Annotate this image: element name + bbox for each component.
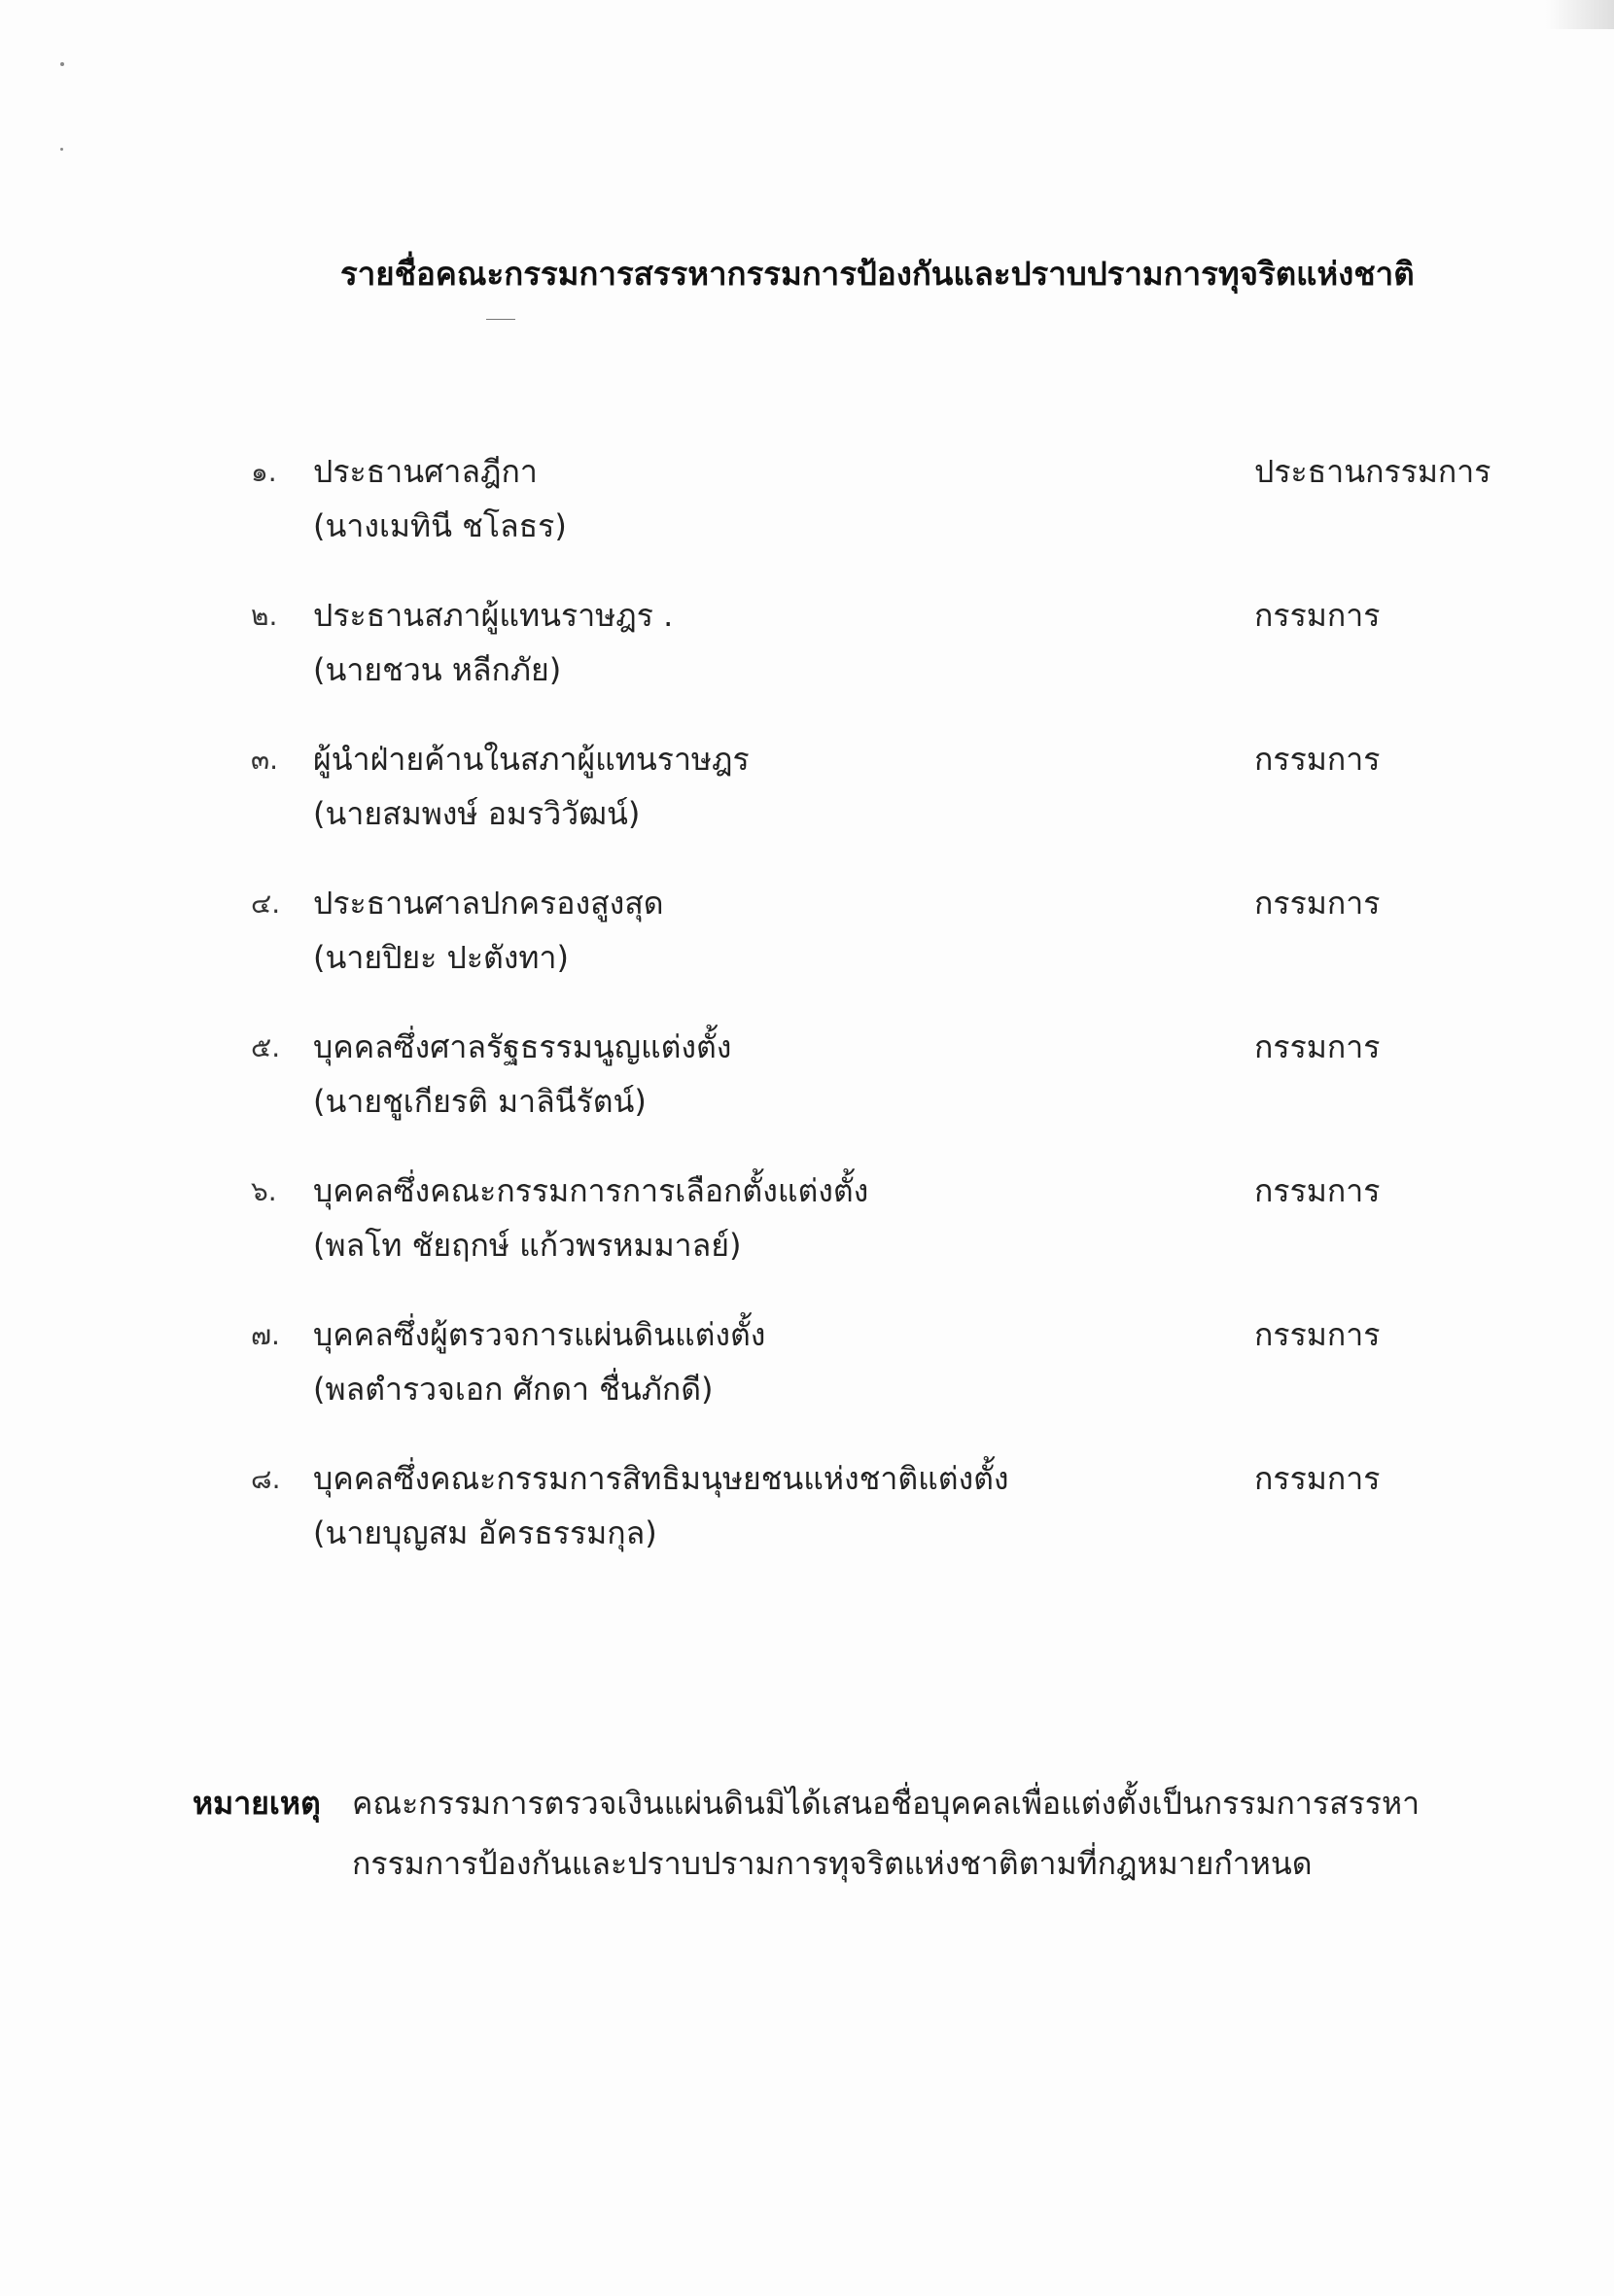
member-name: (นางเมทินี ชโลธร) (313, 507, 567, 544)
note-text-line: คณะกรรมการตรวจเงินแผ่นดินมิได้เสนอชื่อบุคคลเพื่อแต่งตั้งเป็นกรรมการสรรหา (352, 1785, 1421, 1822)
member-number: ๔. (251, 887, 281, 920)
member-item (0, 1310, 1614, 1437)
member-item (0, 1454, 1614, 1581)
member-position: บุคคลซึ่งคณะกรรมการการเลือกตั้งแต่งตั้ง (313, 1172, 869, 1209)
note-label: หมายเหตุ (193, 1785, 321, 1822)
member-role: กรรมการ (1254, 1172, 1381, 1209)
member-item (0, 447, 1614, 574)
member-position: บุคคลซึ่งศาลรัฐธรรมนูญแต่งตั้ง (313, 1028, 732, 1065)
member-role: กรรมการ (1254, 1316, 1381, 1353)
member-role: กรรมการ (1254, 1028, 1381, 1065)
member-name: (พลตำรวจเอก ศักดา ชื่นภักดี) (313, 1371, 714, 1408)
member-position: บุคคลซึ่งผู้ตรวจการแผ่นดินแต่งตั้ง (313, 1316, 766, 1353)
member-number: ๒. (251, 600, 278, 632)
scan-speck (60, 148, 63, 151)
member-item (0, 879, 1614, 1005)
member-item (0, 735, 1614, 861)
member-number: ๑. (251, 456, 277, 488)
member-position: บุคคลซึ่งคณะกรรมการสิทธิมนุษยชนแห่งชาติแต่งตั้ง (313, 1460, 1009, 1497)
member-item (0, 1023, 1614, 1149)
member-number: ๘. (251, 1463, 281, 1495)
member-role: กรรมการ (1254, 1460, 1381, 1497)
member-position: ประธานศาลปกครองสูงสุด (313, 885, 664, 922)
member-item (0, 1166, 1614, 1293)
document-title: รายชื่อคณะกรรมการสรรหากรรมการป้องกันและปราบปรามการทุจริตแห่งชาติ (340, 255, 1415, 293)
member-number: ๖. (251, 1175, 277, 1207)
note-text-line: กรรมการป้องกันและปราบปรามการทุจริตแห่งชาติตามที่กฎหมายกำหนด (352, 1845, 1313, 1882)
title-underline-mark (486, 319, 515, 320)
member-role: ประธานกรรมการ (1254, 453, 1491, 490)
member-number: ๓. (251, 744, 279, 776)
member-name: (พลโท ชัยฤกษ์ แก้วพรหมมาลย์) (313, 1227, 742, 1264)
scan-speck (60, 62, 64, 66)
member-name: (นายชวน หลีกภัย) (313, 651, 562, 688)
scan-edge-shadow (1546, 0, 1614, 29)
member-position: ประธานสภาผู้แทนราษฎร . (313, 597, 674, 634)
member-name: (นายปิยะ ปะตังทา) (313, 939, 569, 976)
member-number: ๗. (251, 1319, 280, 1351)
member-role: กรรมการ (1254, 597, 1381, 634)
member-position: ผู้นำฝ่ายค้านในสภาผู้แทนราษฎร (313, 741, 750, 778)
member-role: กรรมการ (1254, 741, 1381, 778)
member-name: (นายสมพงษ์ อมรวิวัฒน์) (313, 795, 641, 832)
member-name: (นายชูเกียรติ มาลินีรัตน์) (313, 1083, 647, 1120)
member-number: ๕. (251, 1031, 281, 1063)
member-name: (นายบุญสม อัครธรรมกุล) (313, 1514, 657, 1551)
member-position: ประธานศาลฎีกา (313, 453, 538, 490)
member-item (0, 591, 1614, 717)
member-role: กรรมการ (1254, 885, 1381, 922)
